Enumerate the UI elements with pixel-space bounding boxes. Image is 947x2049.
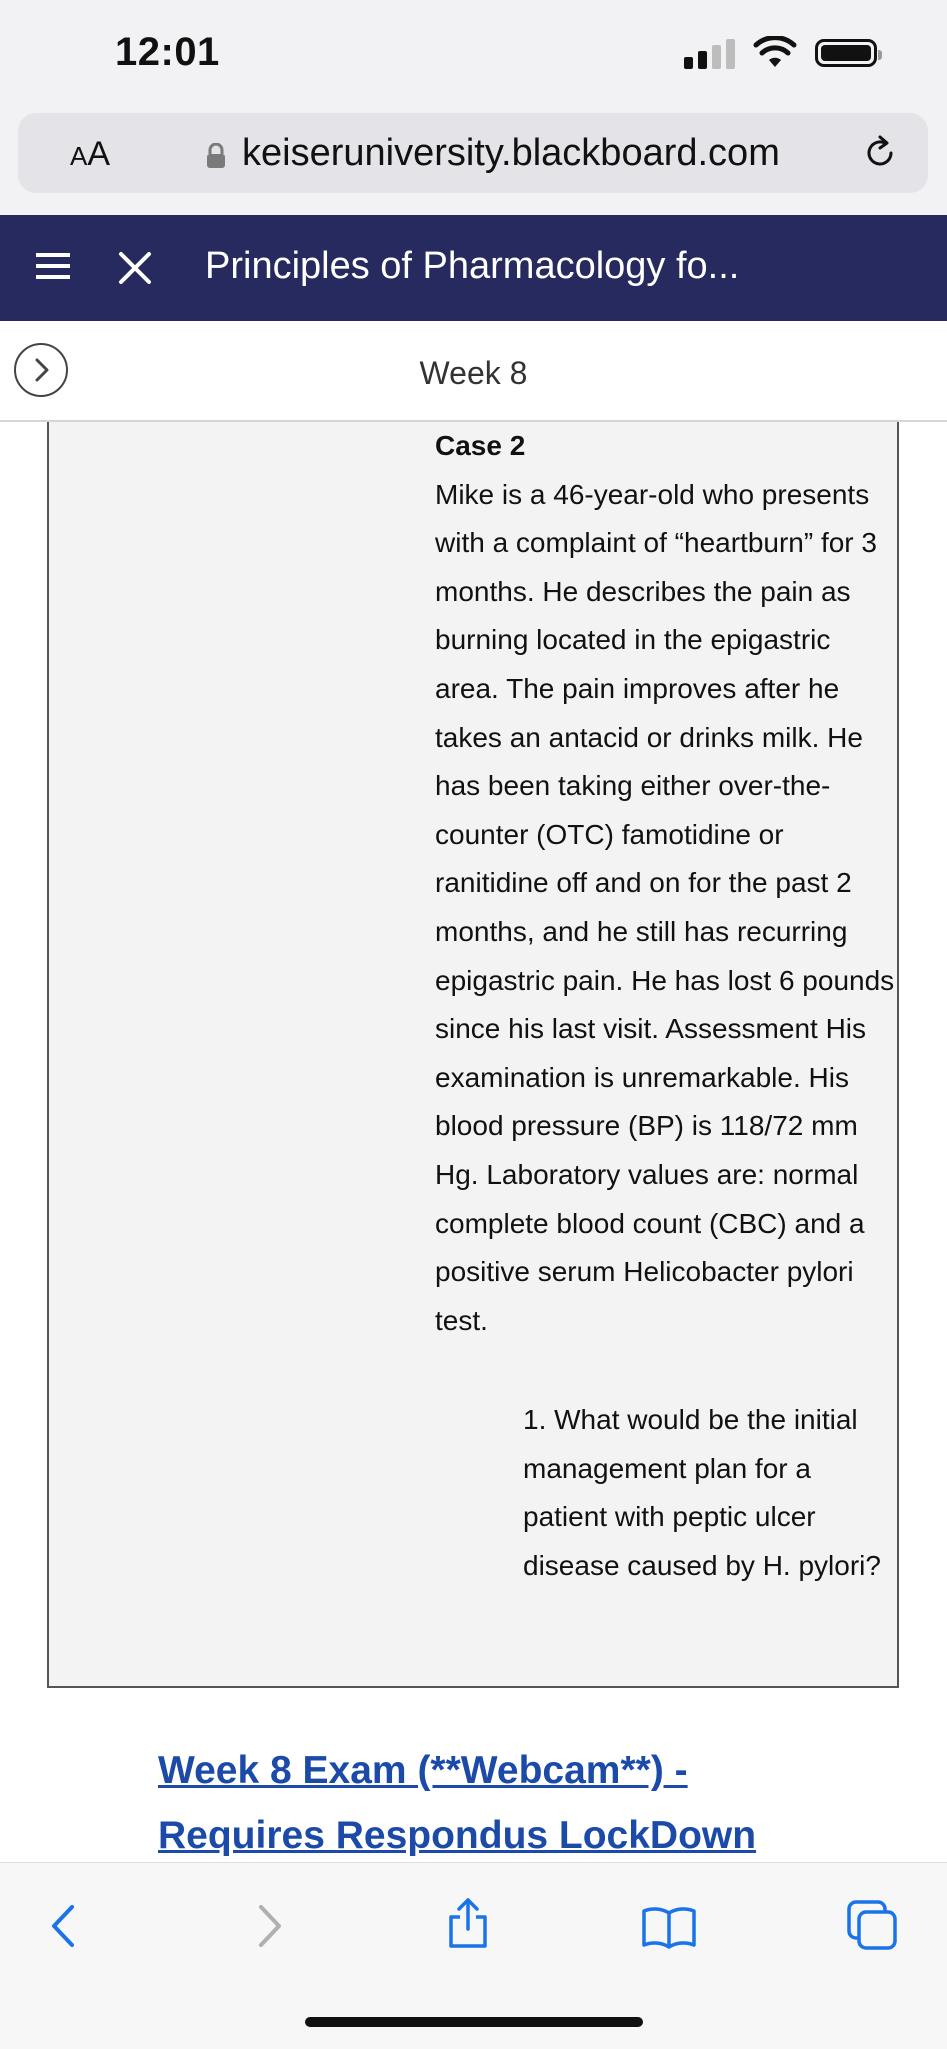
bookmarks-icon[interactable] (641, 1905, 697, 1949)
back-icon[interactable] (46, 1903, 80, 1949)
case-heading: Case 2 (435, 430, 526, 461)
reload-icon[interactable] (860, 133, 900, 173)
case-body: Mike is a 46-year-old who presents with a complaint of “heartburn” for 3 months. He describes the pain as burning located in the epigastric area. The pain improves after he takes an antacid or drinks milk. He has been taking either over-the-counter (OTC) famotidine or ranitidine off and on for the past 2 months, and he still has recurring epigastric pain. He has lost 6 pounds since his last visit. Assessment His examination is unremarkable. His blood pressure (BP) is 118/72 mm Hg. Laboratory values are: normal complete blood count (CBC) and a positive serum Helicobacter pylori test. (435, 478, 895, 1336)
tabs-icon[interactable] (846, 1899, 898, 1951)
browser-url-area (0, 110, 947, 215)
course-title: Principles of Pharmacology fo... (205, 245, 740, 287)
week-bar (0, 321, 947, 422)
menu-icon[interactable] (36, 252, 70, 280)
battery-icon (815, 39, 877, 67)
question-text: 1. What would be the initial management plan for a patient with peptic ulcer disease caused by H. pylori? (523, 1404, 881, 1581)
signal-icon (684, 37, 735, 69)
status-icons (684, 36, 877, 70)
exam-link[interactable]: Week 8 Exam (**Webcam**) - Requires Respondus LockDown (158, 1749, 757, 1857)
close-icon[interactable] (117, 250, 153, 286)
url-bar[interactable] (18, 113, 928, 193)
status-time: 12:01 (115, 30, 220, 74)
course-header (0, 215, 947, 321)
case-text (435, 422, 895, 1345)
wifi-icon (753, 36, 797, 70)
forward-icon[interactable] (253, 1903, 287, 1949)
lock-icon (206, 143, 226, 169)
share-icon[interactable] (446, 1897, 490, 1949)
home-indicator (305, 2017, 643, 2027)
week-title: Week 8 (419, 355, 528, 391)
reader-options-button[interactable]: AA (70, 135, 111, 173)
status-bar (0, 0, 947, 110)
url-text[interactable]: keiseruniversity.blackboard.com (242, 132, 780, 174)
